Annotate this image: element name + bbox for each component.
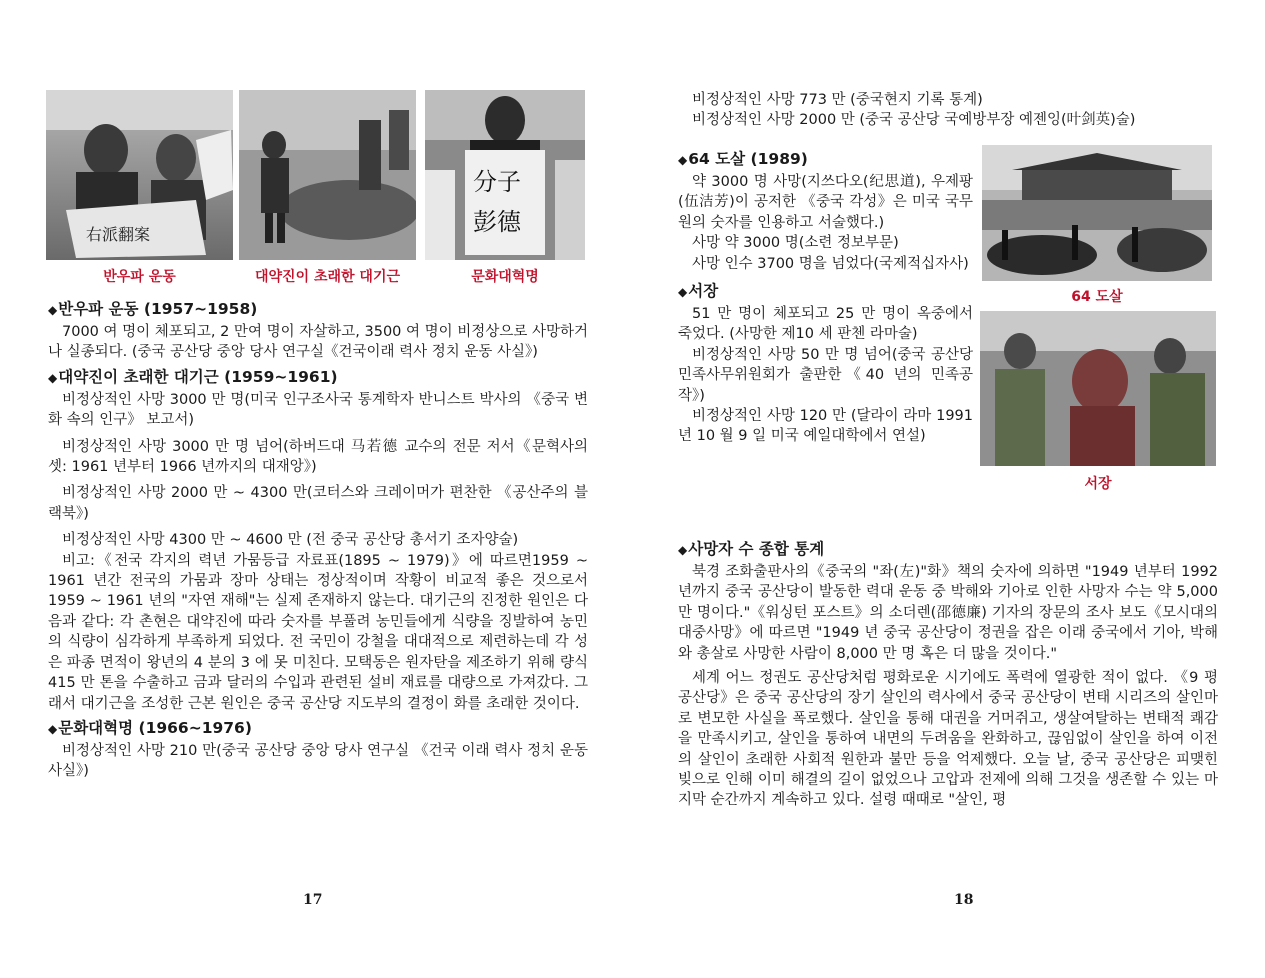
photo-anti-rightist — [46, 90, 233, 260]
paragraph: 비고:《전국 각지의 력년 가뭄등급 자료표(1895 ~ 1979)》에 따르면1959 ~ 1961 년간 전국의 가뭄과 장마 상태는 정상적이며 작황이 비교적 좋은 것으로서 1959 ~ 1961 년의 "자연 재해"는 실제 존재하지 않는다. 대기근의 진정한 원인은 다음과 같다: 각 촌현은 대약진에 따라 숫자를 부풀려 농민들에게 식량을 징발하여 농민의 식량이 심각하게 부족하게 되었다. 전 국민이 강철을 대대적으로 제련하는데 각 성은 파종 면적이 왕년의 4 분의 3 에 못 미친다. 모택동은 원자탄을 제조하기 위해 량식 415 만 톤을 수출하고 금과 달러의 수입과 관련된 설비 재료를 대량으로 가져갔다. 그래서 대기근을 조성한 근본 원인은 중국 공산당 지도부의 결정이 화를 초래한 것이다. — [48, 552, 588, 712]
paragraph: 비정상적인 사망 3000 만 명 넘어(하버드대 马若德 교수의 전문 저서《문혁사의 셋: 1961 년부터 1966 년까지의 대재앙》) — [48, 438, 588, 476]
paragraph: 북경 조화출판사의《중국의 "좌(左)"화》책의 숫자에 의하면 "1949 년부터 1992 년까지 중국 공산당이 발동한 력대 운동 중 박해와 기아로 인한 사망자 수는 약 5,000 만 명이다."《워싱턴 포스트》의 소더렌(邵德廉) 기자의 장문의 조사 보도《모시대의 대중사망》에 따르면 "1949 년 중국 공산당이 정권을 잡은 이래 중국에서 기아, 박해와 총살로 사망한 사람이 8,000 만 명 혹은 더 많을 것이다." — [678, 564, 1218, 662]
right-narrow-column — [678, 145, 973, 447]
section-heading-anti-rightist: ◆반우파 운동 (1957~1958) — [48, 300, 258, 318]
paragraph: 비정상적인 사망 3000 만 명(미국 인구조사국 통계학자 반니스트 박사의 《중국 변화 속의 인구》 보고서) — [48, 391, 588, 429]
caption-cultural-revolution: 문화대혁명 — [471, 269, 539, 285]
paragraph: 비정상적인 사망 2000 만 (중국 공산당 국예방부장 예젠잉(叶剑英)술) — [692, 112, 1136, 129]
page-number: 18 — [954, 892, 974, 908]
paragraph: 비정상적인 사망 50 만 명 넘어(중국 공산당 민족사무위원회가 출판한《40 년의 민족공작》) — [678, 346, 973, 404]
paragraph: 비정상적인 사망 4300 만 ~ 4600 만 (전 중국 공산당 총서기 조자양술) — [62, 532, 519, 549]
paragraph: 세계 어느 정권도 공산당처럼 평화로운 시기에도 폭력에 열광한 적이 없다. 《9 평공산당》은 중국 공산당의 장기 살인의 력사에서 중국 공산당이 변태 시리즈의 살인마로 변모한 사실을 폭로했다. 살인을 통해 대권을 거머쥐고, 생살여탈하는 변태적 쾌감을 만족시키고, 살인을 통하여 내면의 두려움을 완화하고, 끊임없이 살인을 하여 이전의 살인이 초래한 사회적 원한과 불만 등을 억제했다. 오늘 날, 중국 공산당은 피맺힌 빚으로 인해 이미 해결의 길이 없었으나 고압과 전제에 의해 그것을 생존할 수 있는 마지막 순간까지 계속하고 있다. 설령 때때로 "살인, 평 — [678, 670, 1218, 809]
diamond-bullet-icon: ◆ — [678, 543, 688, 557]
right-summary-column — [678, 535, 1218, 811]
caption-great-famine: 대약진이 초래한 대기근 — [255, 269, 400, 285]
caption-anti-rightist: 반우파 운동 — [103, 269, 176, 285]
diamond-bullet-icon: ◆ — [48, 370, 58, 385]
section-heading-summary: ◆사망자 수 종합 통계 — [678, 540, 825, 558]
paragraph: 비정상적인 사망 210 만(중국 공산당 중앙 당사 연구실 《건국 이래 력사 정치 운동 사실》) — [48, 742, 588, 780]
paragraph: 약 3000 명 사망(지쓰다오(纪思道), 우제팡(伍洁芳)이 공저한 《중국 각성》은 미국 국무원의 숫자를 인용하고 서술했다.) — [678, 174, 973, 231]
diamond-bullet-icon: ◆ — [678, 285, 688, 300]
page-18 — [632, 0, 1265, 978]
left-text-column — [48, 295, 588, 782]
section-heading-great-famine: ◆대약진이 초래한 대기근 (1959~1961) — [48, 367, 338, 386]
caption-tibet: 서장 — [1084, 476, 1112, 492]
diamond-bullet-icon: ◆ — [48, 303, 58, 317]
photo-tibet — [980, 311, 1216, 466]
photo-tiananmen — [982, 145, 1212, 281]
paragraph: 51 만 명이 체포되고 25 만 명이 옥중에서 죽었다. (사망한 제10 세 판첸 라마술) — [678, 306, 973, 343]
diamond-bullet-icon: ◆ — [48, 721, 58, 736]
paragraph: 비정상적인 사망 773 만 (중국현지 기록 통계) — [692, 92, 983, 108]
paragraph: 사망 인수 3700 명을 넘었다(국제적십자사) — [692, 255, 969, 272]
paragraph: 비정상적인 사망 2000 만 ~ 4300 만(코터스와 크레이머가 편찬한 《공산주의 블랙북》) — [48, 485, 588, 522]
paragraph: 7000 여 명이 체포되고, 2 만여 명이 자살하고, 3500 여 명이 비정상으로 사망하거나 실종되다. (중국 공산당 중앙 당사 연구실《건국이래 력사 정치 운동 사실》) — [48, 324, 588, 361]
photo-cultural-revolution — [425, 90, 585, 260]
caption-tiananmen: 64 도살 — [1071, 289, 1123, 305]
svg-text:分子: 分子 — [473, 168, 521, 196]
section-heading-tibet: ◆서장 — [678, 282, 719, 301]
paragraph: 비정상적인 사망 120 만 (달라이 라마 1991 년 10 월 9 일 미국 예일대학에서 연설) — [678, 408, 973, 445]
svg-text:右派翻案: 右派翻案 — [86, 225, 151, 244]
svg-text:彭德: 彭德 — [473, 208, 521, 236]
page-17 — [0, 0, 632, 978]
section-heading-tiananmen: ◆64 도살 (1989) — [678, 150, 808, 168]
right-intro-lines — [678, 90, 1218, 131]
photo-great-famine — [239, 90, 416, 260]
paragraph: 사망 약 3000 명(소련 정보부문) — [692, 235, 899, 252]
section-heading-cultural-revolution: ◆문화대혁명 (1966~1976) — [48, 718, 252, 737]
page-number: 17 — [303, 892, 323, 908]
diamond-bullet-icon: ◆ — [678, 153, 688, 167]
